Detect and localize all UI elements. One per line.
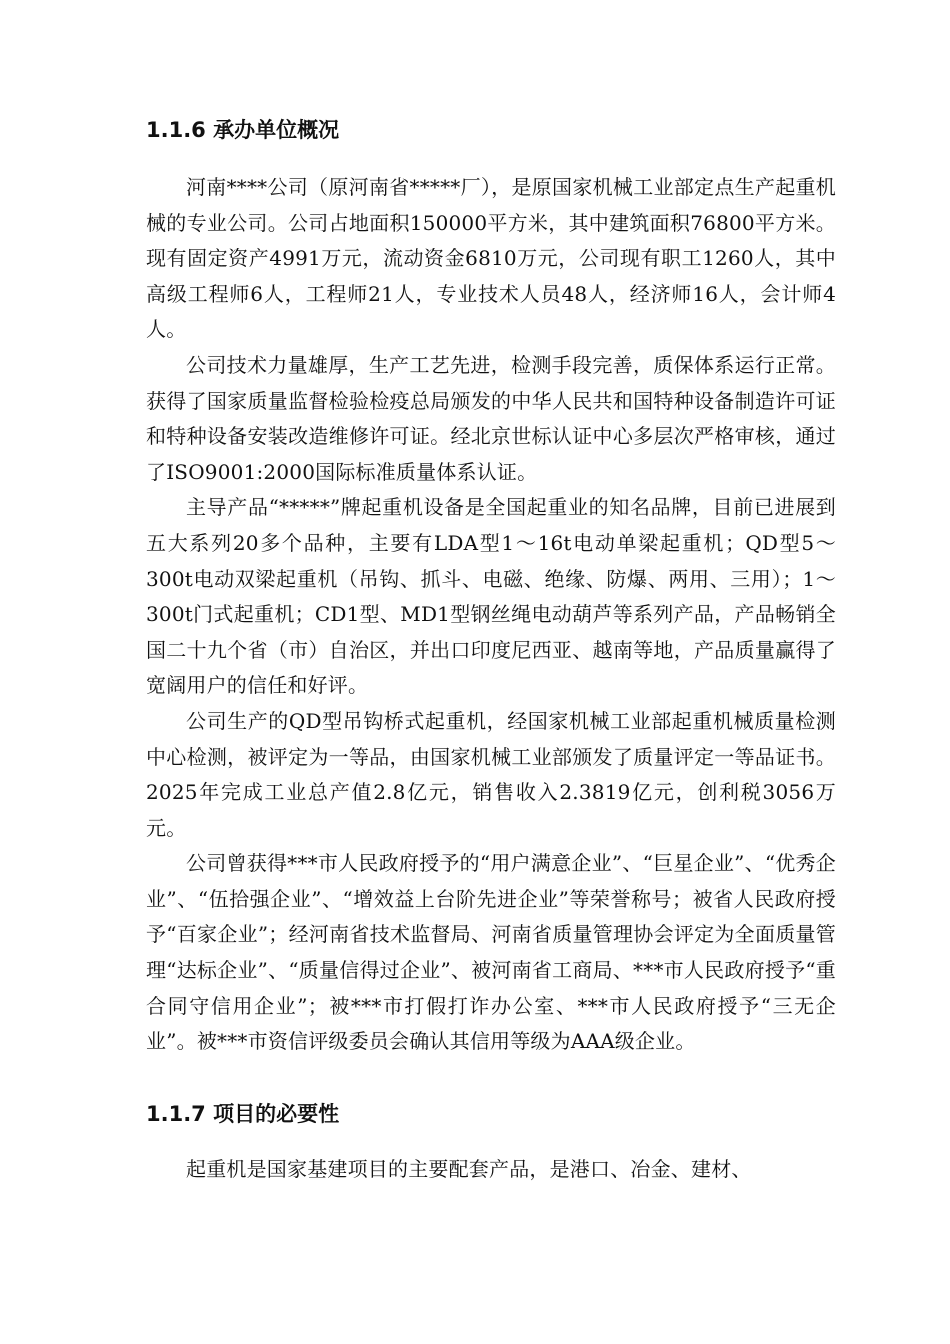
paragraph-honors: 公司曾获得***市人民政府授予的“用户满意企业”、“巨星企业”、“优秀企业”、“伍拾强企业”、“增效益上台阶先进企业”等荣誉称号；被省人民政府授予“百家企业”；经河南省技术监督局、河南省质量管理协会评定为全面质量管理“达标企业”、“质量信得过企业”、被河南省工商局、***市人民政府授予“重合同守信用企业”；被***市打假打诈办公室、***市人民政府授予“三无企业”。被***市资信评级委员会确认其信用等级为AAA级企业。 [146, 851, 836, 1054]
paragraph-company-overview: 河南****公司（原河南省*****厂），是原国家机械工业部定点生产起重机械的专业公司。公司占地面积150000平方米，其中建筑面积76800平方米。现有固定资产4991万元，流动资金6810万元，公司现有职工1260人，其中高级工程师6人，工程师21人，专业技术人员48人，经济师16人，会计师4人。 [146, 175, 836, 342]
paragraph-project-necessity: 起重机是国家基建项目的主要配套产品，是港口、冶金、建材、 [186, 1156, 752, 1181]
paragraph-main-products: 主导产品“*****”牌起重机设备是全国起重业的知名品牌，目前已进展到五大系列20多个品种，主要有LDA型1～16t电动单梁起重机；QD型5～300t电动双梁起重机（吊钩、抓斗、电磁、绝缘、防爆、两用、三用）；1～300t门式起重机；CD1型、MD1型钢丝绳电动葫芦等系列产品，产品畅销全国二十九个省（市）自治区，并出口印度尼西亚、越南等地，产品质量赢得了宽阔用户的信任和好评。 [146, 495, 836, 698]
paragraph-product-quality: 公司生产的QD型吊钩桥式起重机，经国家机械工业部起重机械质量检测中心检测，被评定为一等品，由国家机械工业部颁发了质量评定一等品证书。2025年完成工业总产值2.8亿元，销售收入2.3819亿元，创利税3056万元。 [146, 708, 836, 840]
document-body [146, 100, 836, 1187]
paragraph-technical-strength: 公司技术力量雄厚，生产工艺先进，检测手段完善，质保体系运行正常。获得了国家质量监督检验检疫总局颁发的中华人民共和国特种设备制造许可证和特种设备安装改造维修许可证。经北京世标认证中心多层次严格审核，通过了ISO9001:2000国际标准质量体系认证。 [146, 352, 836, 484]
section-heading-1-1-7: 1.1.7 项目的必要性 [146, 1101, 340, 1126]
section-heading-1-1-6: 1.1.6 承办单位概况 [146, 118, 340, 142]
